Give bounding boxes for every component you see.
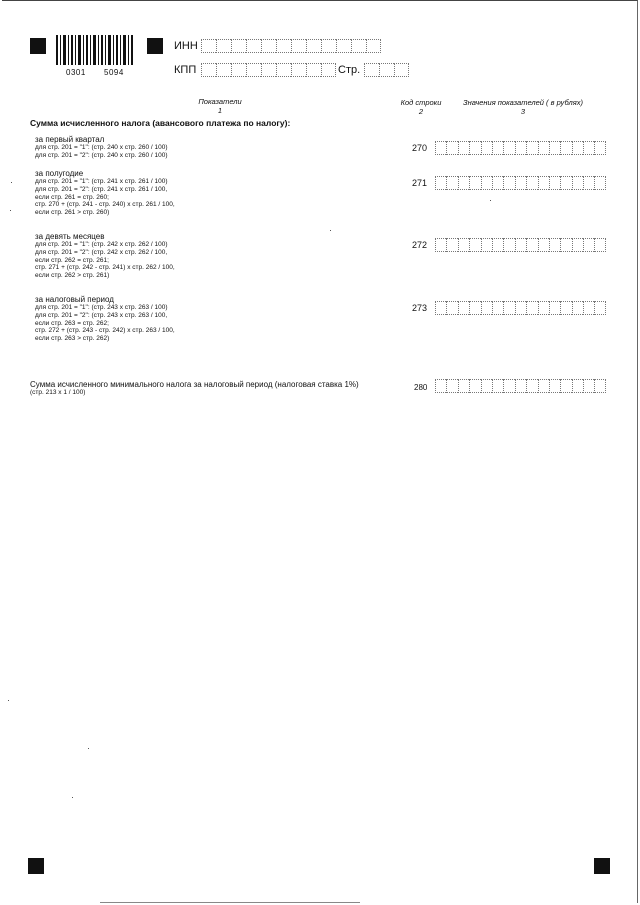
digit-cell[interactable] [446, 141, 457, 155]
barcode [56, 35, 134, 65]
digit-cell[interactable] [446, 301, 457, 315]
section-title: Сумма исчисленного налога (авансового платежа по налогу): [30, 118, 291, 128]
digit-cell[interactable] [481, 379, 492, 393]
block-first-quarter [35, 135, 168, 160]
scan-speck [8, 700, 9, 701]
digit-cell[interactable] [538, 379, 549, 393]
digit-cell[interactable] [469, 238, 480, 252]
inn-field[interactable] [201, 39, 381, 53]
column-1-title: Показатели [198, 97, 242, 106]
digit-cell[interactable] [526, 176, 537, 190]
digit-cell[interactable] [594, 176, 605, 190]
barcode-number-right: 5094 [104, 68, 124, 77]
digit-cell[interactable] [572, 176, 583, 190]
digit-cell[interactable] [560, 238, 571, 252]
digit-cell[interactable] [435, 379, 446, 393]
digit-cell[interactable] [572, 301, 583, 315]
column-2-title: Код строки [400, 98, 442, 107]
formula-line: если стр. 263 > стр. 262) [35, 335, 110, 343]
digit-cell[interactable] [469, 379, 480, 393]
formula-line: если стр. 263 = стр. 262; [35, 319, 109, 327]
digit-cell[interactable] [572, 238, 583, 252]
line-code-273: 273 [412, 303, 428, 313]
digit-cell[interactable] [458, 379, 469, 393]
digit-cell[interactable] [560, 176, 571, 190]
digit-cell[interactable] [503, 176, 514, 190]
digit-cell[interactable] [446, 238, 457, 252]
digit-cell[interactable] [515, 176, 526, 190]
digit-cell[interactable] [560, 141, 571, 155]
digit-cell[interactable] [526, 379, 537, 393]
digit-cell[interactable] [481, 301, 492, 315]
formula-line: стр. 271 + (стр. 242 - стр. 241) х стр. 262 / 100, [35, 264, 175, 272]
scan-speck [11, 182, 12, 183]
inn-label: ИНН [174, 40, 198, 52]
block-half-year [35, 169, 175, 217]
minimum-tax-formula: (стр. 213 х 1 / 100) [30, 389, 86, 396]
column-2-number: 2 [418, 107, 424, 116]
digit-cell[interactable] [549, 141, 560, 155]
digit-cell[interactable] [526, 141, 537, 155]
digit-cell[interactable] [515, 141, 526, 155]
registration-marker-top-left [30, 38, 46, 54]
formula-line: стр. 270 + (стр. 241 - стр. 240) х стр. 261 / 100, [35, 201, 175, 209]
digit-cell[interactable] [435, 176, 446, 190]
digit-cell[interactable] [549, 301, 560, 315]
formula-line: для стр. 201 = "2": (стр. 241 х стр. 261 / 100, [35, 185, 168, 193]
digit-cell[interactable] [594, 379, 605, 393]
digit-cell[interactable] [549, 379, 560, 393]
digit-cell[interactable] [560, 301, 571, 315]
digit-cell[interactable] [503, 141, 514, 155]
digit-cell[interactable] [594, 238, 605, 252]
block-title: за полугодие [35, 169, 84, 178]
scan-speck [88, 748, 89, 749]
digit-cell[interactable] [538, 141, 549, 155]
digit-cell[interactable] [481, 176, 492, 190]
digit-cell[interactable] [435, 141, 446, 155]
digit-cell[interactable] [583, 301, 594, 315]
digit-cell[interactable] [515, 379, 526, 393]
value-field-270[interactable] [435, 141, 606, 155]
minimum-tax-block [30, 380, 359, 397]
digit-cell[interactable] [538, 238, 549, 252]
value-field-273[interactable] [435, 301, 606, 315]
scan-speck [10, 210, 11, 211]
digit-cell[interactable] [458, 301, 469, 315]
digit-cell[interactable] [469, 141, 480, 155]
digit-cell[interactable] [458, 141, 469, 155]
page-number-field[interactable] [364, 63, 409, 77]
digit-cell[interactable] [526, 301, 537, 315]
scan-speck [72, 797, 73, 798]
column-3-number: 3 [520, 107, 526, 116]
block-title: за первый квартал [35, 135, 105, 144]
digit-cell[interactable] [446, 379, 457, 393]
formula-line: если стр. 262 = стр. 261; [35, 256, 109, 264]
digit-cell[interactable] [503, 238, 514, 252]
value-field-271[interactable] [435, 176, 606, 190]
formula-line: для стр. 201 = "2": (стр. 242 х стр. 262 / 100, [35, 248, 168, 256]
digit-cell[interactable] [503, 379, 514, 393]
line-code-280: 280 [414, 383, 428, 392]
block-nine-months [35, 232, 175, 280]
digit-cell[interactable] [446, 176, 457, 190]
digit-cell[interactable] [583, 238, 594, 252]
scan-speck [490, 200, 491, 201]
digit-cell[interactable] [492, 176, 503, 190]
page-label: Стр. [338, 64, 361, 76]
formula-line: стр. 272 + (стр. 243 - стр. 242) х стр. 263 / 100, [35, 327, 175, 335]
formula-line: если стр. 262 > стр. 261) [35, 272, 110, 280]
barcode-number-left: 0301 [66, 68, 86, 77]
digit-cell[interactable] [435, 238, 446, 252]
registration-marker-bottom-left [28, 858, 44, 874]
value-field-272[interactable] [435, 238, 606, 252]
formula-line: для стр. 201 = "1": (стр. 241 х стр. 261 / 100) [35, 178, 168, 185]
digit-cell[interactable] [549, 176, 560, 190]
digit-cell[interactable] [492, 301, 503, 315]
block-title: за налоговый период [35, 295, 114, 304]
digit-cell[interactable] [481, 238, 492, 252]
digit-cell[interactable] [435, 301, 446, 315]
line-code-270: 270 [412, 143, 428, 153]
digit-cell[interactable] [515, 238, 526, 252]
block-tax-period [35, 295, 175, 343]
registration-marker-bottom-right [594, 858, 610, 874]
digit-cell[interactable] [469, 176, 480, 190]
line-code-272: 272 [412, 240, 428, 250]
digit-cell[interactable] [560, 379, 571, 393]
value-field-280[interactable] [435, 379, 606, 393]
formula-line: для стр. 201 = "1": (стр. 243 х стр. 263 / 100) [35, 304, 168, 311]
digit-cell[interactable] [583, 379, 594, 393]
column-1-number: 1 [217, 106, 223, 115]
digit-cell[interactable] [492, 379, 503, 393]
formula-line: для стр. 201 = "2": (стр. 240 х стр. 260 / 100) [35, 151, 168, 159]
block-title: за девять месяцев [35, 232, 105, 241]
registration-marker-top-right [147, 38, 163, 54]
formula-line: для стр. 201 = "2": (стр. 243 х стр. 263 / 100, [35, 311, 168, 319]
digit-cell[interactable] [526, 238, 537, 252]
digit-cell[interactable] [492, 238, 503, 252]
digit-cell[interactable] [458, 176, 469, 190]
formula-line: для стр. 201 = "1": (стр. 240 х стр. 260 / 100) [35, 144, 168, 151]
kpp-label: КПП [174, 64, 197, 76]
digit-cell[interactable] [469, 301, 480, 315]
digit-cell[interactable] [572, 141, 583, 155]
digit-cell[interactable] [538, 176, 549, 190]
digit-cell[interactable] [594, 141, 605, 155]
digit-cell[interactable] [458, 238, 469, 252]
digit-cell[interactable] [549, 238, 560, 252]
formula-line: для стр. 201 = "1": (стр. 242 х стр. 262 / 100) [35, 241, 168, 248]
digit-cell[interactable] [503, 301, 514, 315]
kpp-field[interactable] [201, 63, 336, 77]
formula-line: если стр. 261 = стр. 260; [35, 193, 109, 201]
minimum-tax-title: Сумма исчисленного минимального налога за налоговый период (налоговая ставка 1%) [30, 380, 359, 389]
scan-speck [330, 230, 331, 231]
line-code-271: 271 [412, 178, 428, 188]
digit-cell[interactable] [481, 141, 492, 155]
digit-cell[interactable] [492, 141, 503, 155]
formula-line: если стр. 261 > стр. 260) [35, 209, 110, 217]
digit-cell[interactable] [538, 301, 549, 315]
digit-cell[interactable] [583, 176, 594, 190]
column-3-title: Значения показателей ( в рублях) [462, 98, 584, 107]
digit-cell[interactable] [515, 301, 526, 315]
bottom-scan-line [100, 902, 360, 903]
digit-cell[interactable] [572, 379, 583, 393]
digit-cell[interactable] [594, 301, 605, 315]
digit-cell[interactable] [583, 141, 594, 155]
